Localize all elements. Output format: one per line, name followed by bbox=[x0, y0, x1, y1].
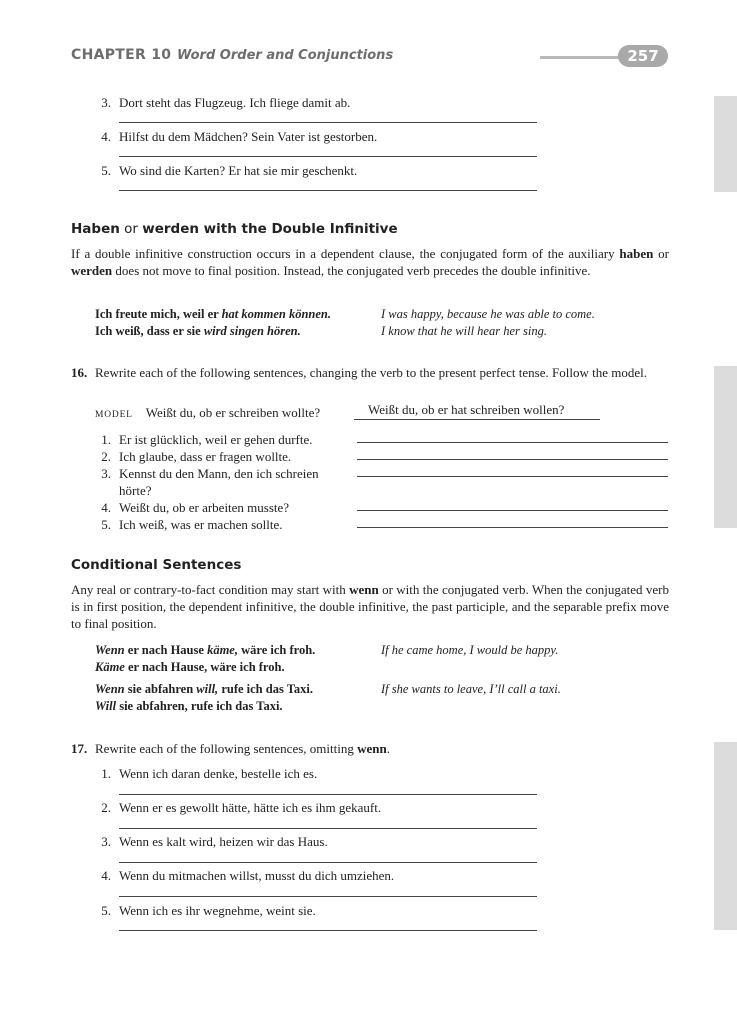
exercise-number: 16. bbox=[71, 365, 88, 380]
answer-line[interactable] bbox=[119, 122, 537, 123]
exercise-item: Wenn du mitmachen willst, musst du dich umziehen. bbox=[119, 868, 395, 883]
chapter-label: CHAPTER 10 bbox=[71, 47, 172, 63]
answer-line[interactable] bbox=[357, 459, 668, 460]
model-answer-box bbox=[354, 401, 600, 420]
answer-line[interactable] bbox=[119, 156, 537, 157]
example-german: Ich freute mich, weil er hat kommen können. bbox=[95, 307, 331, 321]
item-number: 2. bbox=[101, 449, 111, 464]
answer-line[interactable] bbox=[357, 510, 668, 511]
model-answer: Weißt du, ob er hat schreiben wollen? bbox=[354, 401, 600, 420]
item-number: 3. bbox=[101, 95, 111, 110]
thumb-tab-bottom bbox=[714, 742, 737, 930]
exercise-instruction: Rewrite each of the following sentences, omitting wenn. bbox=[95, 741, 390, 756]
example-english: If she wants to leave, I’ll call a taxi. bbox=[381, 682, 561, 696]
exercise-item: Wenn es kalt wird, heizen wir das Haus. bbox=[119, 834, 328, 849]
exercise-instruction: Rewrite each of the following sentences, changing the verb to the present perfect tense. Follow the model. bbox=[95, 365, 647, 380]
example-german: Wenn er nach Hause käme, wäre ich froh. bbox=[95, 643, 316, 657]
item-number: 1. bbox=[101, 432, 111, 447]
section-heading-conditional: Conditional Sentences bbox=[71, 557, 242, 573]
exercise-item: Kennst du den Mann, den ich schreien bbox=[119, 466, 319, 481]
example-german: Wenn sie abfahren will, rufe ich das Taxi. bbox=[95, 682, 313, 696]
answer-line[interactable] bbox=[119, 828, 537, 829]
item-number: 3. bbox=[101, 466, 111, 481]
answer-line[interactable] bbox=[357, 442, 668, 443]
answer-line[interactable] bbox=[119, 794, 537, 795]
exercise-item: Ich glaube, dass er fragen wollte. bbox=[119, 449, 292, 464]
example-german: Ich weiß, dass er sie wird singen hören. bbox=[95, 324, 301, 338]
exercise-item: Wenn ich es ihr wegnehme, weint sie. bbox=[119, 903, 316, 918]
model-question: Weißt du, ob er schreiben wollte? bbox=[145, 405, 321, 420]
exercise-item: Wenn er es gewollt hätte, hätte ich es ihm gekauft. bbox=[119, 800, 382, 815]
exercise-item: Ich weiß, was er machen sollte. bbox=[119, 517, 283, 532]
answer-line[interactable] bbox=[119, 896, 537, 897]
example-english: I know that he will hear her sing. bbox=[381, 324, 547, 338]
item-number: 2. bbox=[101, 800, 111, 815]
exercise-number: 17. bbox=[71, 741, 88, 756]
thumb-tab-top bbox=[714, 96, 737, 192]
item-number: 4. bbox=[101, 500, 111, 515]
exercise-item: Hilfst du dem Mädchen? Sein Vater ist gestorben. bbox=[119, 129, 378, 144]
answer-line[interactable] bbox=[119, 190, 537, 191]
chapter-title: Word Order and Conjunctions bbox=[177, 48, 394, 63]
example-english: If he came home, I would be happy. bbox=[381, 643, 559, 657]
exercise-item: Wenn ich daran denke, bestelle ich es. bbox=[119, 766, 318, 781]
answer-line[interactable] bbox=[119, 862, 537, 863]
answer-line[interactable] bbox=[357, 527, 668, 528]
item-number: 3. bbox=[101, 834, 111, 849]
example-english: I was happy, because he was able to come. bbox=[381, 307, 595, 321]
answer-line[interactable] bbox=[119, 930, 537, 931]
exercise-item: Wo sind die Karten? Er hat sie mir geschenkt. bbox=[119, 163, 358, 178]
section-heading-double-infinitive: Haben or werden with the Double Infinitive bbox=[71, 221, 398, 237]
page-number: 257 bbox=[618, 45, 668, 67]
example-german: Will sie abfahren, rufe ich das Taxi. bbox=[95, 699, 283, 713]
exercise-item: Dort steht das Flugzeug. Ich fliege damit ab. bbox=[119, 95, 351, 110]
thumb-tab-middle bbox=[714, 366, 737, 528]
exercise-item-continued: hörte? bbox=[119, 483, 152, 498]
section-paragraph: If a double infinitive construction occurs in a dependent clause, the conjugated form of the auxiliary haben or werden does not move to final position. Instead, the conjugated verb precedes the double infinitive. bbox=[71, 246, 669, 278]
item-number: 1. bbox=[101, 766, 111, 781]
exercise-item: Er ist glücklich, weil er gehen durfte. bbox=[119, 432, 313, 447]
header-rule bbox=[540, 56, 630, 59]
item-number: 5. bbox=[101, 903, 111, 918]
example-german: Käme er nach Hause, wäre ich froh. bbox=[95, 660, 285, 674]
model-row bbox=[95, 404, 320, 424]
item-number: 4. bbox=[101, 129, 111, 144]
exercise-item: Weißt du, ob er arbeiten musste? bbox=[119, 500, 290, 515]
item-number: 4. bbox=[101, 868, 111, 883]
section-paragraph: Any real or contrary-to-fact condition may start with wenn or with the conjugated verb. When the conjugated verb is in first position, the dependent infinitive, the double infinitive, the past participle, and the separable prefix move to final position. bbox=[71, 582, 669, 631]
answer-line[interactable] bbox=[357, 476, 668, 477]
model-label: MODEL bbox=[95, 410, 133, 420]
item-number: 5. bbox=[101, 517, 111, 532]
item-number: 5. bbox=[101, 163, 111, 178]
